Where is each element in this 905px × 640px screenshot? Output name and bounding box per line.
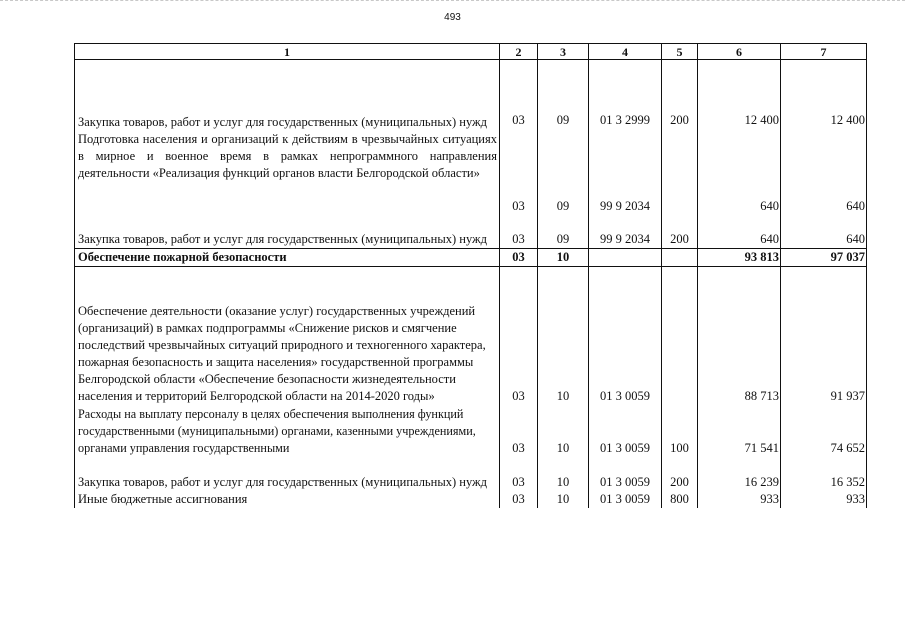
row-razdel: 03 <box>500 457 538 491</box>
row-razdel: 03 <box>500 131 538 215</box>
row-razdel: 03 <box>500 491 538 508</box>
row-sum-2: 91 937 <box>781 267 867 405</box>
header-col-2: 2 <box>500 44 538 60</box>
row-vr: 800 <box>662 491 698 508</box>
row-description: Обеспечение деятельности (оказание услуг) государственных учреждений (организаций) в рамках подпрограммы «Снижение рисков и смягчение последствий чрезвычайных ситуаций природного и техногенного характера, пожарная безопасность и защита населения» государственной программы Белгородской области «Обеспечение безопасности жизнедеятельности населения и территорий Белгородской области на 2014-2020 годы» <box>75 267 500 405</box>
row-razdel: 03 <box>500 60 538 131</box>
row-podrazdel: 10 <box>538 267 589 405</box>
row-sum-2: 97 037 <box>781 249 867 267</box>
row-description: Расходы на выплату персоналу в целях обеспечения выполнения функций государственными (муниципальными) органами, казенными учреждениями, органами управления государственными <box>75 405 500 457</box>
row-podrazdel: 10 <box>538 405 589 457</box>
header-col-5: 5 <box>662 44 698 60</box>
row-sum-1: 16 239 <box>698 457 781 491</box>
row-sum-1: 640 <box>698 131 781 215</box>
row-csr: 01 3 0059 <box>589 267 662 405</box>
table-row <box>75 60 867 131</box>
row-sum-1: 12 400 <box>698 60 781 131</box>
row-sum-1: 71 541 <box>698 405 781 457</box>
row-podrazdel: 10 <box>538 249 589 267</box>
table-row <box>75 405 867 457</box>
table-row <box>75 267 867 405</box>
row-csr <box>589 249 662 267</box>
table-row <box>75 215 867 249</box>
row-podrazdel: 09 <box>538 131 589 215</box>
row-sum-2: 640 <box>781 215 867 249</box>
row-csr: 01 3 0059 <box>589 405 662 457</box>
header-col-4: 4 <box>589 44 662 60</box>
row-sum-1: 640 <box>698 215 781 249</box>
row-sum-2: 12 400 <box>781 60 867 131</box>
row-description: Закупка товаров, работ и услуг для государственных (муниципальных) нужд <box>75 60 500 131</box>
page-top-edge <box>0 0 905 2</box>
row-vr: 200 <box>662 60 698 131</box>
row-podrazdel: 10 <box>538 457 589 491</box>
row-sum-2: 16 352 <box>781 457 867 491</box>
row-csr: 01 3 0059 <box>589 457 662 491</box>
row-csr: 99 9 2034 <box>589 131 662 215</box>
row-podrazdel: 09 <box>538 215 589 249</box>
header-col-6: 6 <box>698 44 781 60</box>
table-row <box>75 131 867 215</box>
table-row <box>75 457 867 491</box>
row-sum-1: 933 <box>698 491 781 508</box>
row-sum-2: 933 <box>781 491 867 508</box>
row-description: Подготовка населения и организаций к действиям в чрезвычайных ситуациях в мирное и военное время в рамках непрограммного направления деятельности «Реализация функций органов власти Белгородской области» <box>75 131 500 215</box>
row-sum-2: 74 652 <box>781 405 867 457</box>
table-header-row <box>75 44 867 60</box>
row-sum-2: 640 <box>781 131 867 215</box>
row-vr <box>662 249 698 267</box>
page-number: 493 <box>444 12 461 23</box>
row-razdel: 03 <box>500 249 538 267</box>
table-row <box>75 491 867 508</box>
row-description: Иные бюджетные ассигнования <box>75 491 500 508</box>
row-vr: 200 <box>662 215 698 249</box>
row-csr: 99 9 2034 <box>589 215 662 249</box>
section-title: Обеспечение пожарной безопасности <box>75 249 500 267</box>
budget-table <box>74 43 867 508</box>
row-description: Закупка товаров, работ и услуг для государственных (муниципальных) нужд <box>75 457 500 491</box>
row-description: Закупка товаров, работ и услуг для государственных (муниципальных) нужд <box>75 215 500 249</box>
row-razdel: 03 <box>500 267 538 405</box>
row-vr: 100 <box>662 405 698 457</box>
row-vr: 200 <box>662 457 698 491</box>
row-sum-1: 88 713 <box>698 267 781 405</box>
header-col-3: 3 <box>538 44 589 60</box>
row-csr: 01 3 2999 <box>589 60 662 131</box>
row-razdel: 03 <box>500 215 538 249</box>
header-col-1: 1 <box>75 44 500 60</box>
row-podrazdel: 09 <box>538 60 589 131</box>
row-sum-1: 93 813 <box>698 249 781 267</box>
row-podrazdel: 10 <box>538 491 589 508</box>
row-csr: 01 3 0059 <box>589 491 662 508</box>
table-row-section <box>75 249 867 267</box>
row-razdel: 03 <box>500 405 538 457</box>
header-col-7: 7 <box>781 44 867 60</box>
row-vr <box>662 131 698 215</box>
row-vr <box>662 267 698 405</box>
